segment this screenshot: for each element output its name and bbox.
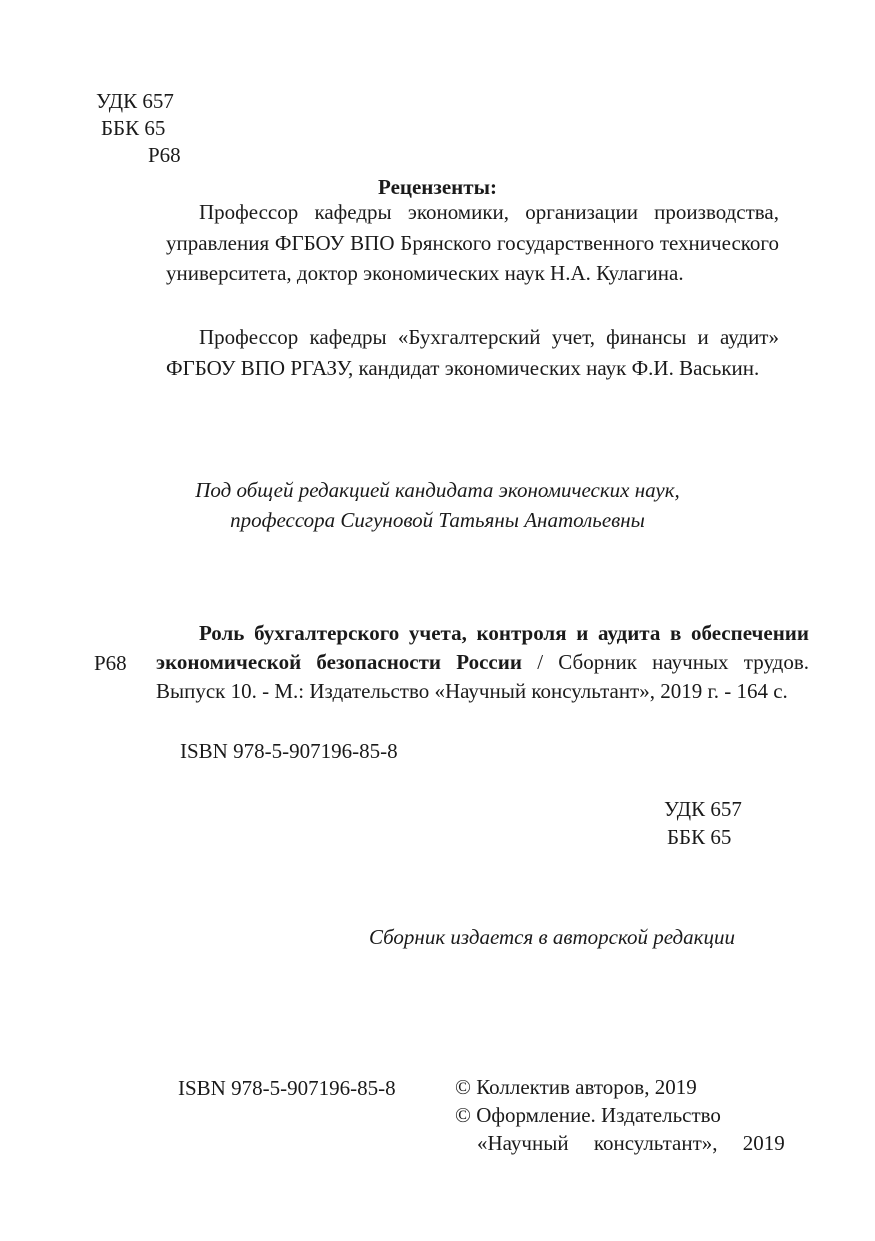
reviewer-2: Профессор кафедры «Бухгалтерский учет, финансы и аудит» ФГБОУ ВПО РГАЗУ, кандидат экономических наук Ф.И. Васькин. [166, 325, 779, 380]
edition-note: Сборник издается в авторской редакции [369, 925, 735, 949]
copyright-block [455, 1073, 785, 1157]
copyright-authors: © Коллектив авторов, 2019 [455, 1075, 697, 1099]
reviewers-title: Рецензенты: [378, 175, 497, 199]
bbk-code-2: ББК 65 [667, 825, 732, 849]
author-sign: Р68 [148, 143, 181, 167]
bibliographic-description [156, 619, 809, 706]
copyright-design: © Оформление. Издательство [455, 1103, 721, 1127]
udk-code: УДК 657 [96, 89, 174, 113]
bbk-code: ББК 65 [101, 116, 166, 140]
bibliographic-sign: Р68 [94, 651, 127, 675]
editor-line-1: Под общей редакцией кандидата экономических наук, [195, 478, 680, 502]
udk-code-2: УДК 657 [664, 797, 742, 821]
footer-isbn: ISBN 978-5-907196-85-8 [178, 1076, 396, 1100]
book-details: / Сборник научных трудов. Выпуск 10. - М.: Издательство «Научный консультант», 2019 г. - 164 с. [156, 650, 809, 703]
reviewer-1: Профессор кафедры экономики, организации производства, управления ФГБОУ ВПО Брянского государственного технического университета, доктор экономических наук Н.А. Кулагина. [166, 200, 779, 285]
editor-line-2: профессора Сигуновой Татьяны Анатольевны [230, 508, 645, 532]
copyright-publisher: «Научный консультант», 2019 [477, 1131, 785, 1155]
editor-credit [0, 475, 875, 535]
book-title: Роль бухгалтерского учета, контроля и аудита в обеспечении экономической безопасности России [156, 621, 809, 674]
isbn-line: ISBN 978-5-907196-85-8 [180, 739, 398, 763]
